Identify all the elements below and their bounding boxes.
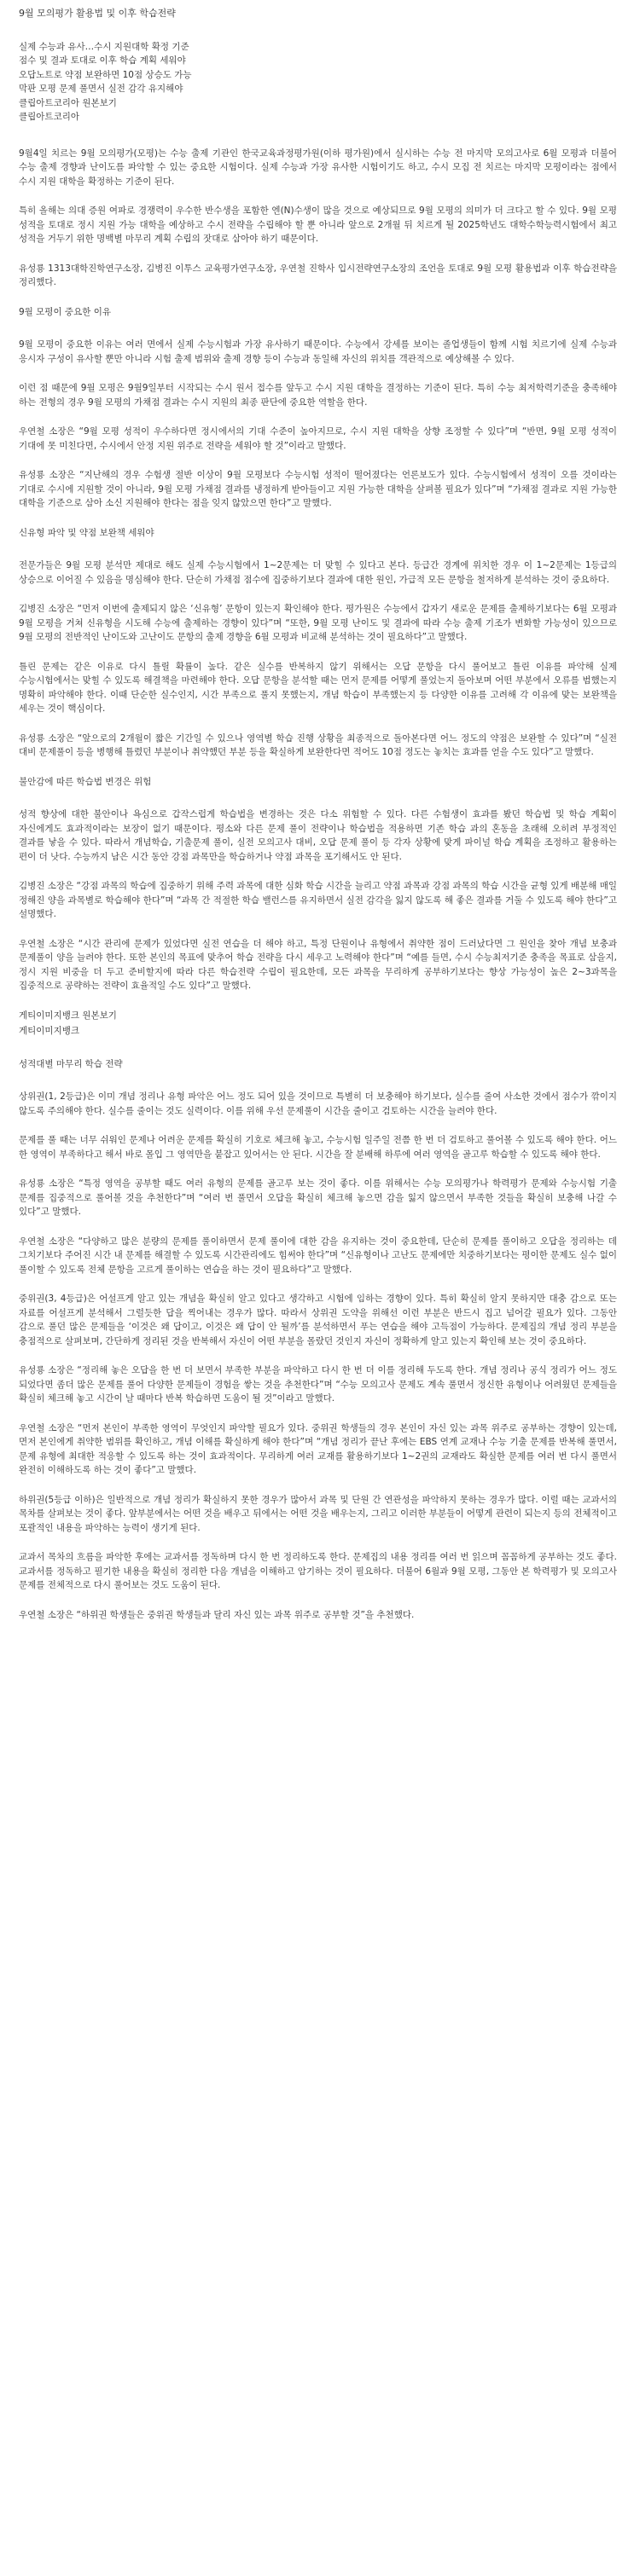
paragraph: 문제를 풀 때는 너무 쉬워인 문제나 어려운 문제를 확실히 기호로 체크해 놓고, 수능시험 일주일 전쯤 한 번 더 검토하고 풀어볼 수 있도록 해야 한다. 어느 한 영역이 부족하다고 해서 바로 몰입 그 영역만을 붙잡고 있어서는 안 된다. 시간을 잘 분배해 하루에 여러 영역을 골고루 학습할 수 있도록 해야 한다. [19,1135,617,1160]
section-heading: 불안감에 따른 학습법 변경은 위험 [19,776,152,787]
paragraph: 중위권(3, 4등급)은 어설프게 알고 있는 개념을 확실히 알고 있다고 생각하고 시험에 임하는 경향이 있다. 특히 확실히 알지 못하지만 대충 감으로 또는 자료를 어설프게 분석해서 그럴듯한 답을 찍어내는 경우가 많다. 따라서 상위권 도약을 위해선 이런 부분은 반드시 집고 넘어갈 필요가 있다. 그동안 감으로 풀던 많은 문제들을 ‘이것은 왜 답이고, 이것은 왜 답이 안 될까’를 분석하면서 푸는 연습을 해야 고득점이 가능하다. 문제집의 개념 정리 부분을 충점적으로 살펴보며, 간단하게 정리된 것을 반복해서 자신이 어떤 부분을 몰랐던 것인지 자신이 정확하게 알고 있는지 확인해 보는 것이 중요하다. [19,1294,617,1346]
paragraph: 전문가들은 9월 모평 분석만 제대로 해도 실제 수능시험에서 1~2문제는 더 맞힐 수 있다고 본다. 등급간 경계에 위치한 경우 이 1~2문제는 1등급의 상승으로 이어질 수 있음을 명심해야 한다. 단순히 가채점 점수에 집중하기보다 결과에 대한 원인, 가급적 모든 문항을 철저하게 분석하는 것이 중요하다. [19,560,617,585]
paragraph: 틀린 문제는 같은 이유로 다시 틀릴 확률이 높다. 같은 실수를 반복하지 않기 위해서는 오답 문항을 다시 풀어보고 틀린 이유를 파악해 실제 수능시험에서는 맞힐 수 있도록 해결책을 마련해야 한다. 오답 문항을 분석할 때는 먼저 문제를 어떻게 풀었는지 돌아보며 어떤 부분에서 오류를 범했는지 명확히 파악해야 한다. 이때 단순한 실수인지, 시간 부족으로 풀지 못했는지, 개념 학습이 부족했는지 등 다양한 이유를 고려해 각 이유에 맞는 보완책을 세우는 것이 핵심이다. [19,661,617,714]
paragraph: 유성룡 1313대학진학연구소장, 김병진 이투스 교육평가연구소장, 우연철 진학사 입시전략연구소장의 조언을 토대로 9월 모평 활용법과 이후 학습전략을 정리했다. [19,263,617,287]
paragraph: 우연철 소장은 “먼저 본인이 부족한 영역이 무엇인지 파악할 필요가 있다. 중위권 학생들의 경우 본인이 자신 있는 과목 위주로 공부하는 경향이 있는데,면저 본인에게 취약한 범위를 확인하고, 개념 이해를 확실하게 해야 한다”며 “개념 정리가 끝난 후에는 EBS 연계 교재나 수능 기출 문제를 반복해 풀면서, 문제 유형에 최대한 적응할 수 있도록 하는 것이 효과적이다. 무리하게 여러 교재를 활용하기보다 1~2권의 교재라도 확실한 문제를 여러 번 다시 풀면서 완전히 이해하도록 하는 것이 좋다”고 말했다. [19,1422,617,1475]
summary-line: 점수 및 결과 토대로 이후 학습 계획 세워야 [19,55,186,66]
summary-line: 실제 수능과 유사…수시 지원대학 확정 기준 [19,41,189,52]
paragraph: 우연철 소장은 “시간 관리에 문제가 있었다면 실전 연습을 더 해야 하고, 특정 단원이나 유형에서 취약한 점이 드러났다면 그 원인을 찾아 개념 보충과 문제풀이 양을 늘려야 한다. 또한 본인의 목표에 맞추어 학습 전략을 다시 세우고 노력해야 한다”며 “예를 들면, 수시 수능최저기준 충족을 목표로 삼을지, 정시 지원 비중을 더 두고 준비할지에 따라 다른 학습전략 수립이 필요한데, 모든 과목을 무리하게 공부하기보다는 향상 가능성이 높은 2~3과목을 집중적으로 공략하는 전략이 효율적일 수도 있다”고 말했다. [19,938,617,991]
paragraph: 김병진 소장은 “강점 과목의 학습에 집중하기 위해 주력 과목에 대한 심화 학습 시간을 늘리고 약점 과목과 강점 과목의 학습 시간을 균형 있게 배분해 매일 정해진 양을 과목별로 학습해야 한다”며 “과목 간 적절한 학습 밸런스를 유지하면서 실전 감각을 잃지 않도록 해 좋은 결과를 거둘 수 있도록 해야 한다”고 설명했다. [19,881,617,919]
paragraph: 우연철 소장은 “다양하고 많은 분량의 문제를 풀이하면서 문제 풀이에 대한 감을 유지하는 것이 중요한데, 단순히 문제를 풀이하고 오답을 정리하는 데 그치기보다 주어진 시간 내 문제를 해결할 수 있도록 시간관리에도 힘써야 한다”며 “신유형이나 고난도 문제에만 치중하기보다는 평이한 문제도 실수 없이 풀이할 수 있도록 전체 문항을 고르게 풀이하는 연습을 하는 것이 필요하다”고 말했다. [19,1236,617,1275]
paragraph: 교과서 목차의 흐름을 파악한 후에는 교과서를 정독하며 다시 한 번 정리하도록 한다. 문제집의 내용 정리를 여러 번 읽으며 꼼꼼하게 공부하는 것도 좋다. 교과서를 정독하고 필기한 내용을 확실히 정리한 다음 개념을 이해하고 암기하는 것이 필요하다. 더불어 6월과 9월 모평, 그동안 본 학력평가 및 모의고사 문제를 전체적으로 다시 풀어보는 것도 도움이 된다. [19,1552,617,1590]
paragraph: 유성룡 소장은 “특정 영역을 공부할 때도 여러 유형의 문제를 골고루 보는 것이 좋다. 이를 위해서는 수능 모의평가나 학력평가 문제와 수능시험 기출 문제를 집중적으로 풀어볼 것을 추천한다”며 “여러 번 풀면서 오답을 확실히 체크해 놓으면 감을 잃지 않으면서 부족한 것들을 확실히 보충해 나갈 수 있다”고 말했다. [19,1178,617,1217]
section-heading: 성적대별 마무리 학습 전략 [19,1058,123,1069]
image-credit: 클립아트코리아 [19,112,80,122]
paragraph: 특히 올해는 의대 증원 여파로 경쟁력이 우수한 반수생을 포함한 엔(N)수생이 많을 것으로 예상되므로 9월 모평의 의미가 더 크다고 할 수 있다. 9월 모평 성적을 토대로 정시 지원 가능 대학을 예상하고 수시 전략을 수립해야 할 뿐 아니라 앞으로 2개월 뒤 치르게 될 2025학년도 대학수학능력시험에서 최고 성적을 거두기 위한 명백별 마무리 계획 수립의 잣대로 삼아야 하기 때문이다. [19,206,617,244]
paragraph: 9월4일 치르는 9월 모의평가(모평)는 수능 출제 기관인 한국교육과정평가원(이하 평가원)에서 실시하는 수능 전 마지막 모의고사로 6월 모평과 더불어 수능 출제 경향과 난이도를 파악할 수 있는 중요한 시험이다. 실제 수능과 가장 유사한 시험이기도 하고, 수시 모집 전 치르는 마지막 모평이라는 점에서 수시 지원 대학을 확정하는 기준이 된다. [19,148,617,187]
paragraph: 하위권(5등급 이하)은 일반적으로 개념 정리가 확실하지 못한 경우가 많아서 과목 및 단원 간 연관성을 파악하지 못하는 경우가 많다. 이럴 때는 교과서의 목차를 살펴보는 것이 좋다. 앞부분에서는 어떤 것을 배우고 뒤에서는 어떤 것을 배우는지, 그리고 이러한 부분들이 어떻게 관련이 되는지 등의 전체적이고 포괄적인 내용을 파악하는 능력이 생기게 된다. [19,1494,617,1533]
image-credit: 게티이미지뱅크 [19,1026,80,1036]
summary-list [19,40,617,124]
paragraph: 김병진 소장은 “먼저 이번에 출제되지 않은 ‘신유형’ 문항이 있는지 확인해야 한다. 평가원은 수능에서 갑자기 새로운 문제를 출제하기보다는 6월 모평과 9월 모평을 거쳐 신유형을 시도해 수능에 출제하는 경향이 있다”며 “또한, 9월 모평 난이도 및 결과에 따라 수능 출제 기조가 변화할 가능성이 있으므로 9월 모평의 전반적인 난이도와 고난이도 문항의 출제 경향을 6월 모평과 비교해 분석하는 것이 필요하다”고 말했다. [19,604,617,642]
summary-line: 오답노트로 약점 보완하면 10점 상승도 가능 [19,69,192,80]
section-heading: 신유형 파악 및 약점 보완책 세워야 [19,527,154,538]
paragraph: 유성룡 소장은 “앞으로의 2개월이 짧은 기간일 수 있으나 영역별 학습 진행 상황을 최종적으로 돌아본다면 어느 정도의 약점은 보완할 수 있다”며 “실전 대비 문제풀이 등을 병행해 틀렸던 부분이나 취약했던 부분 등을 확실하게 보완한다면 적어도 10점 정도는 놓치는 효과를 얻을 수도 있다”고 말했다. [19,732,617,757]
article-title: 9월 모의평가 활용법 및 이후 학습전략 [19,8,176,19]
paragraph: 이런 점 때문에 9월 모평은 9월9일부터 시작되는 수시 원서 접수를 앞두고 수시 지원 대학을 결정하는 기준이 된다. 특히 수능 최저학력기준을 충족해야 하는 전형의 경우 9월 모평의 가채점 결과는 수시 지원의 최종 판단에 중요한 역할을 한다. [19,383,617,408]
paragraph: 9월 모평이 중요한 이유는 여러 면에서 실제 수능시험과 가장 유사하기 때문이다. 수능에서 강세를 보이는 졸업생들이 함께 시험 치르기에 실제 수능과 응시자 구성이 유사할 뿐만 아니라 시험 출제 범위와 출제 경향 등이 수능과 동일해 자신의 위치를 객관적으로 예상해볼 수 있다. [19,339,617,364]
paragraph: 유성룡 소장은 “정리해 놓은 오답을 한 번 더 보면서 부족한 부분을 파악하고 다시 한 번 더 이를 정리해 두도록 한다. 개념 정리나 공식 정리가 어느 정도 되었다면 좀더 많은 문제를 풀어 다양한 문제들이 경험을 쌓는 것을 추천한다”며 “수능 모의고사 문제도 계속 풀면서 정신한 유형이나 어려웠던 문제들을 확실히 체크해 놓고 시간이 날 때마다 반복 학습하면 도움이 될 것”이라고 말했다. [19,1365,617,1404]
summary-line: 막판 모평 문제 풀면서 실전 감각 유지해야 [19,84,183,94]
image-source-link[interactable]: 클립아트코리아 원본보기 [19,97,117,108]
paragraph: 유성룡 소장은 “지난해의 경우 수험생 절반 이상이 9월 모평보다 수능시험 성적이 떨어졌다는 언론보도가 있다. 수능시험에서 성적이 오를 것이라는 기대로 수시에 지원할 것이 아니라, 9월 모평 가채점 결과를 냉정하게 받아들이고 지원 가능한 대학을 살펴볼 필요가 있다”며 “가채점 결과로 지원 가능한 대학을 기준으로 삼아 소신 지원해야 한다는 점을 잊지 않았으면 한다”고 말했다. [19,470,617,508]
image-source-link[interactable]: 게티이미지뱅크 원본보기 [19,1010,117,1021]
section-heading: 9월 모평이 중요한 이유 [19,306,111,317]
image-caption-block [19,1009,617,1039]
paragraph: 우연철 소장은 “9월 모평 성적이 우수하다면 정시에서의 기대 수준이 높아지므로, 수시 지원 대학을 상향 조정할 수 있다”며 “반면, 9월 모평 성적이 기대에 못 미친다면, 수시에서 안정 지원 위주로 전략을 세워야 할 것”이라고 말했다. [19,426,617,451]
paragraph: 성적 향상에 대한 불안이나 욕심으로 갑작스럽게 학습법을 변경하는 것은 다소 위험할 수 있다. 다른 수험생이 효과를 봤던 학습법 및 학습 계획이 자신에게도 효과적이라는 보장이 없기 때문이다. 평소와 다른 문제 풀이 전략이나 학습법을 적용하면 기존 학습 과의 혼동을 초래해 오히려 부정적인 결과를 낳을 수 있다. 따라서 개념학습, 기출문제 풀이, 실전 모의고사 대비, 오답 문제 풀이 등 각자 상황에 맞게 파이널 학습 계획을 조정하고 활용하는 편이 더 낫다. 수능까지 남은 시간 동안 강점 과목만을 학습하거나 약점 과목을 포기해서도 안 된다. [19,809,617,862]
paragraph: 상위권(1, 2등급)은 이미 개념 정리나 유형 파악은 어느 정도 되어 있을 것이므로 특별히 더 보충해야 하기보다, 실수를 줄여 사소한 것에서 점수가 깎이지 않도록 주의해야 한다. 실수를 줄이는 것도 실력이다. 이를 위해 우선 문제풀이 시간을 줄이고 검토하는 시간을 늘려야 한다. [19,1091,617,1116]
paragraph: 우연철 소장은 “하위권 학생들은 중위권 학생들과 달리 자신 있는 과목 위주로 공부할 것”을 추천했다. [19,1609,415,1620]
